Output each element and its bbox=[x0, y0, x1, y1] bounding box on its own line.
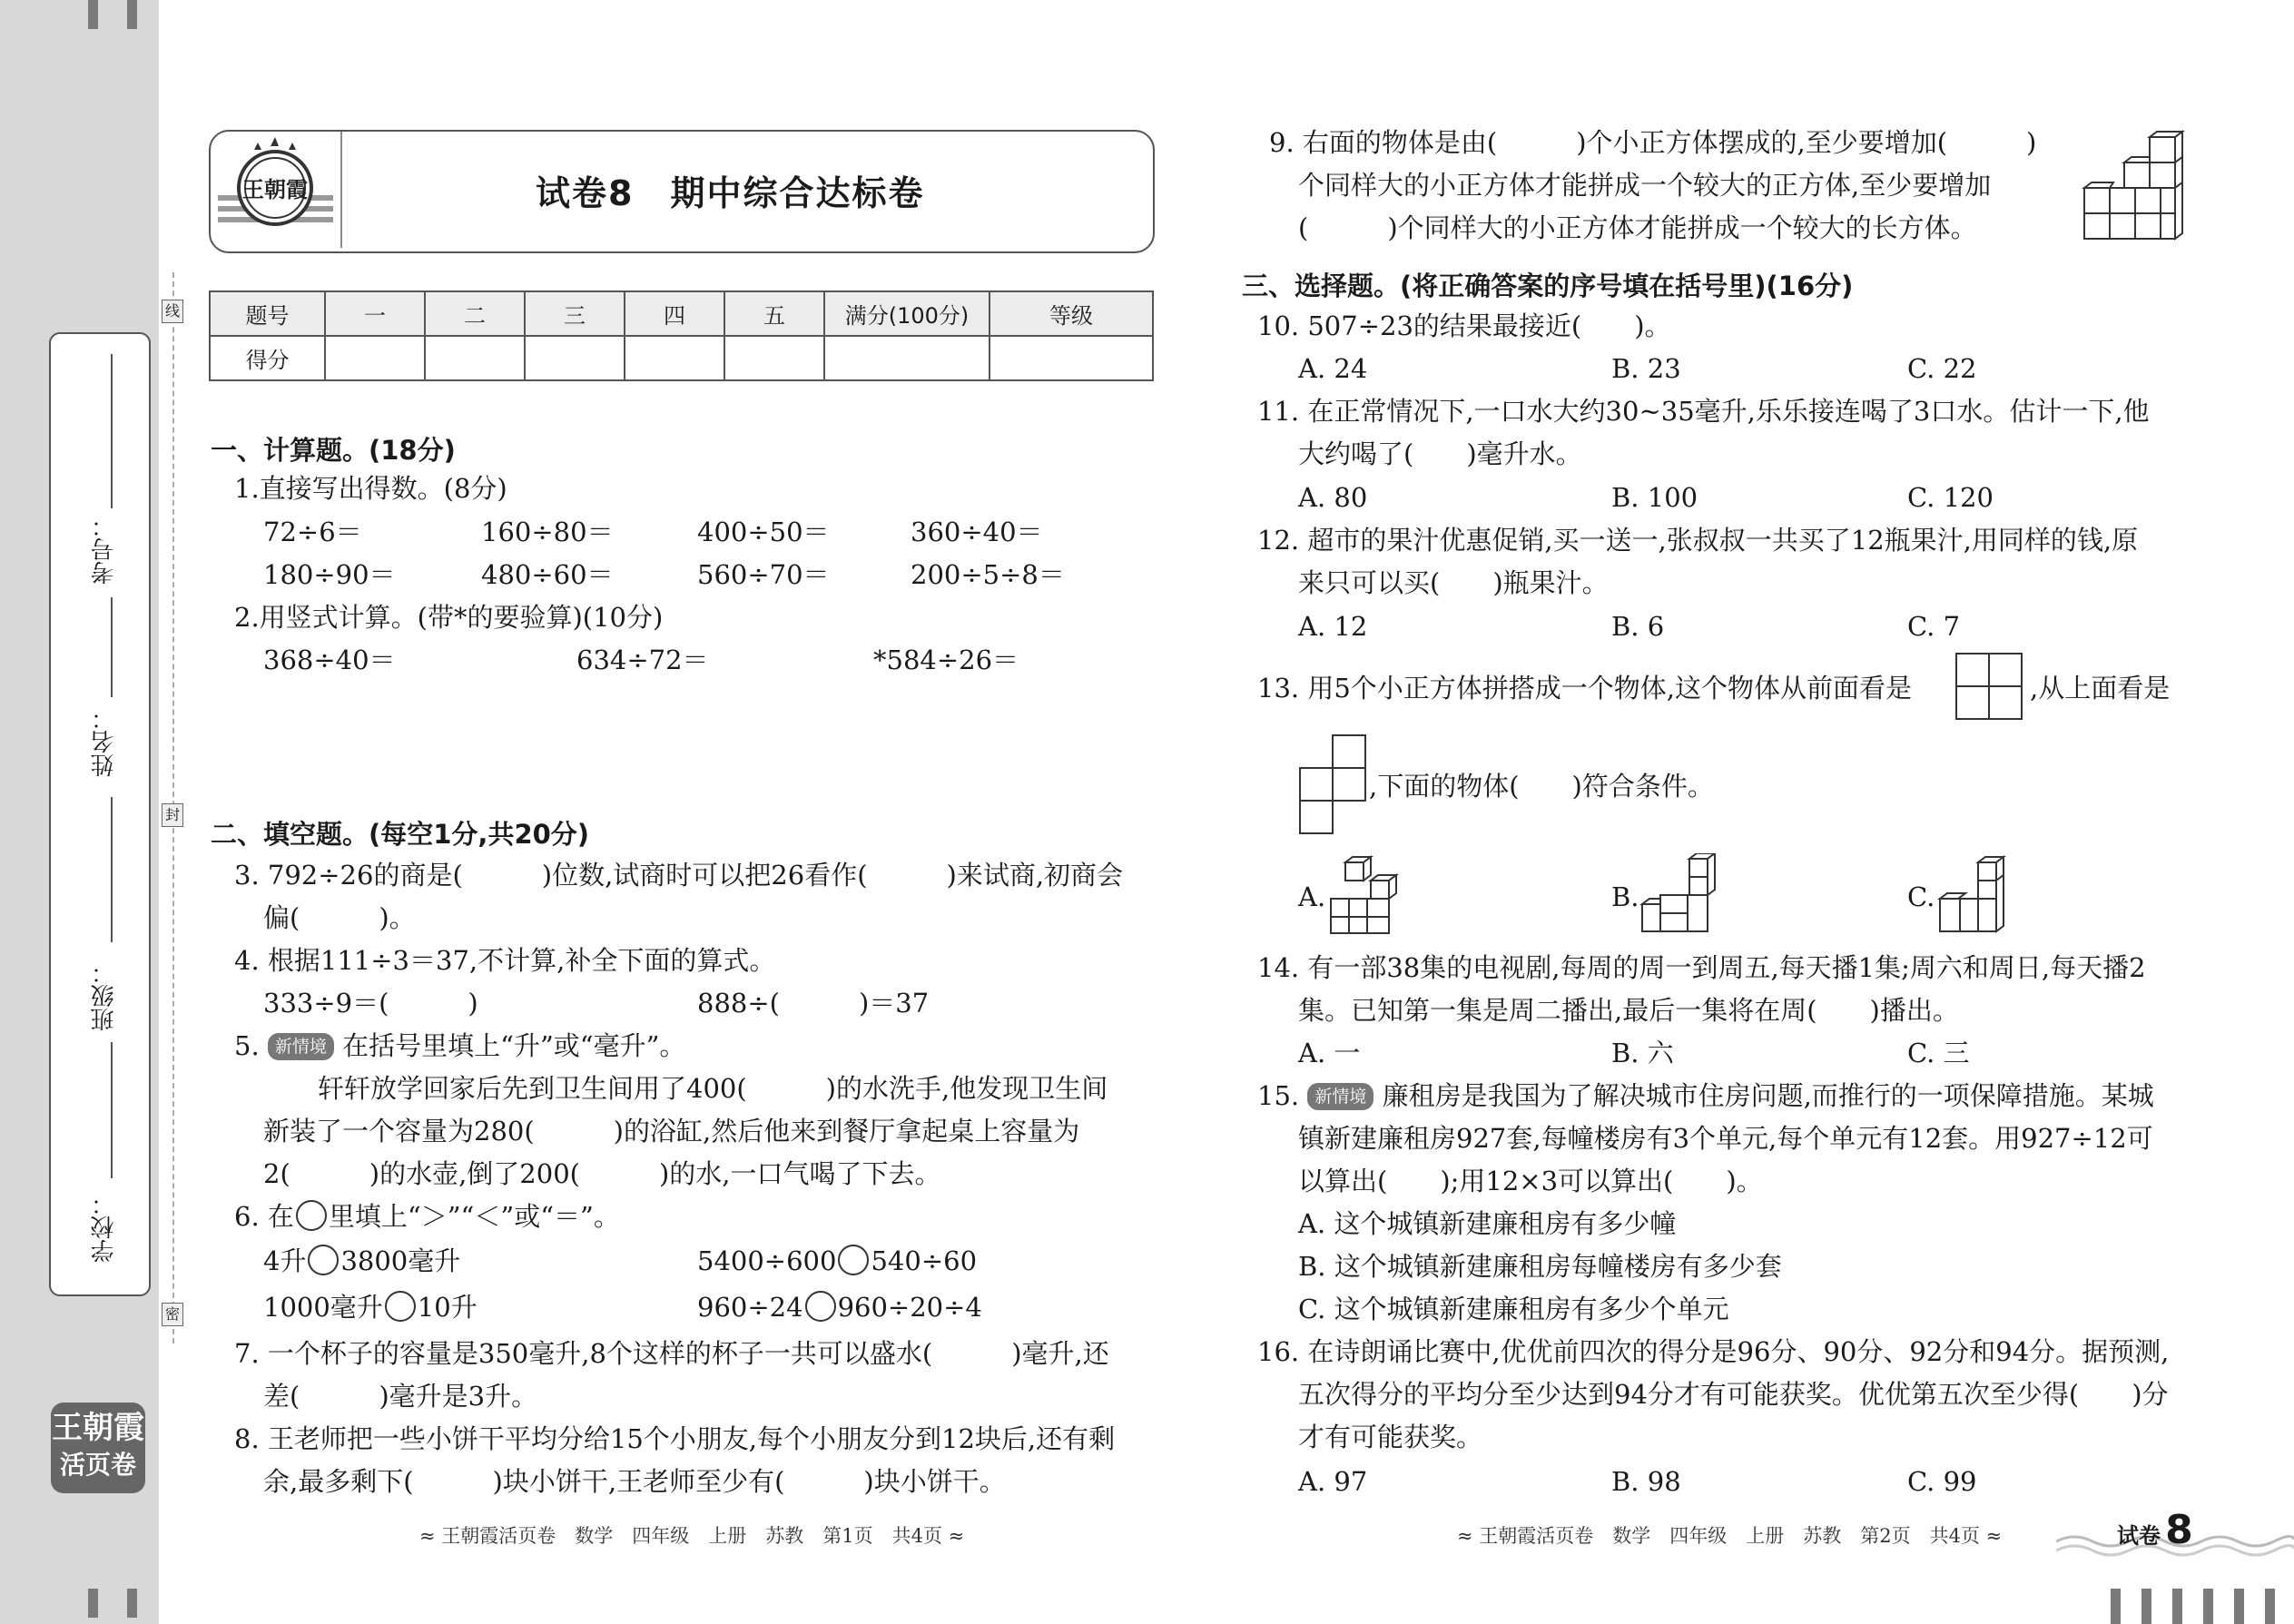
q15-num: 15. bbox=[1257, 1080, 1300, 1111]
q10-option[interactable]: C. 22 bbox=[1907, 353, 1977, 384]
q2-item: 634÷72＝ bbox=[576, 645, 709, 675]
q9-line3: ( )个同样大的小正方体才能拼成一个较大的长方体。 bbox=[1298, 212, 1977, 243]
q1-item: 180÷90＝ bbox=[263, 559, 396, 590]
q7-line1: 7. 一个杯子的容量是350毫升,8个这样的杯子一共可以盛水( )毫升,还 bbox=[234, 1338, 1109, 1369]
q5-line2: 新装了一个容量为280( )的浴缸,然后他来到餐厅拿起桌上容量为 bbox=[263, 1116, 1080, 1147]
q15-line3: 以算出( );用12×3可以算出( )。 bbox=[1298, 1166, 1763, 1196]
q5-title bbox=[234, 1028, 685, 1064]
q15-option[interactable]: C. 这个城镇新建廉租房有多少个单元 bbox=[1298, 1294, 1729, 1324]
binding-tick bbox=[2111, 1589, 2121, 1624]
q9-line2: 个同样大的小正方体才能拼成一个较大的正方体,至少要增加 bbox=[1298, 170, 1992, 201]
seal-text: 王朝霞 bbox=[242, 176, 308, 202]
q12-line2: 来只可以买( )瓶果汁。 bbox=[1298, 567, 1609, 598]
q16-line2: 五次得分的平均分至少达到94分才有可能获奖。优优第五次至少得( )分 bbox=[1298, 1379, 2169, 1410]
front-view-figure bbox=[1954, 652, 2027, 724]
q6-right: 960÷20÷4 bbox=[837, 1292, 982, 1323]
cube-stack-figure bbox=[2081, 130, 2190, 241]
q13-line1: 13. 用5个小正方体拼搭成一个物体,这个物体从前面看是 bbox=[1257, 673, 1913, 704]
q1-item: 72÷6＝ bbox=[263, 517, 362, 547]
binding-tick bbox=[127, 0, 137, 29]
compare-circle[interactable] bbox=[805, 1291, 836, 1322]
q11-option[interactable]: C. 120 bbox=[1907, 482, 1994, 513]
score-cell[interactable] bbox=[325, 336, 425, 380]
q5-line3: 2( )的水壶,倒了200( )的水,一口气喝了下去。 bbox=[263, 1158, 941, 1189]
score-header: 三 bbox=[525, 291, 625, 336]
exam-no-field-2[interactable] bbox=[111, 597, 113, 697]
q12-option[interactable]: A. 12 bbox=[1298, 611, 1368, 642]
q12-option[interactable]: B. 6 bbox=[1611, 611, 1665, 642]
q13-option[interactable]: C. bbox=[1907, 881, 1935, 912]
q11-option[interactable]: B. 100 bbox=[1611, 482, 1698, 513]
binding-tick bbox=[2265, 1589, 2275, 1624]
q16-line1: 16. 在诗朗诵比赛中,优优前四次的得分是96分、90分、92分和94分。据预测, bbox=[1257, 1336, 2170, 1367]
score-cell[interactable] bbox=[989, 336, 1153, 380]
q10-option[interactable]: B. 23 bbox=[1611, 353, 1681, 384]
q2-text: 2.用竖式计算。(带*的要验算)(10分) bbox=[234, 602, 664, 633]
option-a-figure bbox=[1327, 853, 1418, 935]
name-field[interactable] bbox=[111, 797, 113, 942]
q1-item: 200÷5÷8＝ bbox=[911, 559, 1065, 590]
brand-logo bbox=[51, 1403, 145, 1493]
q15-text: 廉租房是我国为了解决城市住房问题,而推行的一项保障措施。某城 bbox=[1382, 1080, 2154, 1111]
q13-option[interactable]: B. bbox=[1611, 881, 1639, 912]
compare-circle[interactable] bbox=[385, 1291, 416, 1322]
class-label: 班级： bbox=[91, 960, 118, 1031]
option-b-figure bbox=[1639, 853, 1729, 935]
q13-line1b: ,从上面看是 bbox=[2030, 673, 2171, 704]
exam-no-label: 考号： bbox=[91, 514, 118, 585]
page-tag-number: 8 bbox=[2165, 1507, 2193, 1553]
q9-line1: 9. 右面的物体是由( )个小正方体摆成的,至少要增加( ) bbox=[1269, 127, 2037, 158]
q1-item: 560÷70＝ bbox=[697, 559, 830, 590]
class-field[interactable] bbox=[111, 1042, 113, 1178]
q14-line2: 集。已知第一集是周二播出,最后一集将在周( )播出。 bbox=[1298, 995, 1959, 1026]
q5-line1: 轩轩放学回家后先到卫生间用了400( )的水洗手,他发现卫生间 bbox=[318, 1073, 1108, 1104]
name-label: 姓名： bbox=[91, 706, 118, 777]
q4-text: 4. 根据111÷3＝37,不计算,补全下面的算式。 bbox=[234, 945, 776, 976]
page-tag bbox=[2117, 1507, 2193, 1553]
score-header: 满分(100分) bbox=[824, 291, 989, 336]
compare-circle[interactable] bbox=[838, 1245, 869, 1275]
score-header: 二 bbox=[425, 291, 525, 336]
score-row-label: 得分 bbox=[210, 336, 325, 380]
q14-option[interactable]: A. 一 bbox=[1298, 1038, 1361, 1068]
q12-option[interactable]: C. 7 bbox=[1907, 611, 1961, 642]
bottom-ticks bbox=[2111, 1589, 2292, 1624]
q15-line1 bbox=[1257, 1078, 2154, 1114]
q4-item: 333÷9＝( ) bbox=[263, 988, 478, 1019]
binding-tick bbox=[2203, 1589, 2213, 1624]
mark-xian: 线 bbox=[162, 300, 183, 323]
q15-line2: 镇新建廉租房927套,每幢楼房有3个单元,每个单元有12套。用927÷12可 bbox=[1298, 1123, 2153, 1154]
school-label: 学校： bbox=[91, 1192, 118, 1263]
q6-left: 4升 bbox=[263, 1245, 307, 1276]
q6-left: 5400÷600 bbox=[697, 1245, 837, 1276]
seal-icon bbox=[211, 132, 340, 248]
top-view-figure bbox=[1298, 733, 1371, 842]
student-info-box bbox=[49, 332, 151, 1296]
section-2-title: 二、填空题。(每空1分,共20分) bbox=[211, 819, 590, 850]
score-header: 四 bbox=[625, 291, 724, 336]
q8-line2: 余,最多剩下( )块小饼干,王老师至少有( )块小饼干。 bbox=[263, 1466, 1006, 1497]
q2-item: 368÷40＝ bbox=[263, 645, 396, 675]
score-cell[interactable] bbox=[824, 336, 989, 380]
q1-item: 480÷60＝ bbox=[481, 559, 614, 590]
score-cell[interactable] bbox=[525, 336, 625, 380]
q3-line2: 偏( )。 bbox=[263, 902, 416, 933]
q6-text-b: 里填上“＞”“＜”或“＝”。 bbox=[328, 1201, 620, 1232]
q11-line2: 大约喝了( )毫升水。 bbox=[1298, 438, 1582, 469]
q7-line2: 差( )毫升是3升。 bbox=[263, 1381, 538, 1412]
score-header: 等级 bbox=[989, 291, 1153, 336]
q5-num: 5. bbox=[234, 1030, 260, 1061]
q12-line1: 12. 超市的果汁优惠促销,买一送一,张叔叔一共买了12瓶果汁,用同样的钱,原 bbox=[1257, 525, 2139, 556]
brand-line2: 活页卷 bbox=[59, 1450, 136, 1480]
score-header: 五 bbox=[724, 291, 824, 336]
q6-item bbox=[263, 1289, 478, 1325]
q14-option[interactable]: C. 三 bbox=[1907, 1038, 1970, 1068]
score-header: 题号 bbox=[210, 291, 325, 336]
mark-feng: 封 bbox=[162, 803, 183, 827]
q6-text-a: 6. 在 bbox=[234, 1201, 294, 1232]
q13-line2: ,下面的物体( )符合条件。 bbox=[1369, 771, 1714, 802]
q2-item: *584÷26＝ bbox=[873, 645, 1019, 675]
q8-line1: 8. 王老师把一些小饼干平均分给15个小朋友,每个小朋友分到12块后,还有剩 bbox=[234, 1423, 1116, 1454]
binding-tick bbox=[2234, 1589, 2244, 1624]
footer-left: ≈ 王朝霞活页卷 数学 四年级 上册 苏教 第1页 共4页 ≈ bbox=[419, 1525, 965, 1547]
q5-text: 在括号里填上“升”或“毫升”。 bbox=[342, 1030, 686, 1061]
binding-tick bbox=[88, 1589, 98, 1618]
q14-option[interactable]: B. 六 bbox=[1611, 1038, 1674, 1068]
binding-tick bbox=[2172, 1589, 2182, 1624]
binding-tick bbox=[127, 1589, 137, 1618]
score-cell[interactable] bbox=[724, 336, 824, 380]
brand-line1: 王朝霞 bbox=[52, 1410, 144, 1446]
compare-circle[interactable] bbox=[308, 1245, 339, 1275]
new-scenario-badge: 新情境 bbox=[1307, 1083, 1373, 1110]
section-1-title: 一、计算题。(18分) bbox=[211, 435, 456, 466]
q4-item: 888÷( )＝37 bbox=[697, 988, 930, 1019]
binding-tick bbox=[88, 0, 98, 29]
q6-item bbox=[263, 1243, 460, 1279]
q6-left: 960÷24 bbox=[697, 1292, 803, 1323]
seal-logo bbox=[211, 132, 342, 248]
q1-item: 400÷50＝ bbox=[697, 517, 830, 547]
q13-option[interactable]: A. bbox=[1298, 881, 1326, 912]
q1-text: 1.直接写出得数。(8分) bbox=[234, 473, 507, 504]
circle-icon bbox=[296, 1200, 327, 1231]
q15-option[interactable]: A. 这个城镇新建廉租房有多少幢 bbox=[1298, 1208, 1677, 1239]
section-3-title: 三、选择题。(将正确答案的序号填在括号里)(16分) bbox=[1242, 271, 1854, 301]
q16-option[interactable]: B. 98 bbox=[1611, 1466, 1681, 1497]
q15-option[interactable]: B. 这个城镇新建廉租房每幢楼房有多少套 bbox=[1298, 1251, 1782, 1282]
binding-tick bbox=[2141, 1589, 2151, 1624]
new-scenario-badge: 新情境 bbox=[268, 1033, 334, 1060]
q10-text: 10. 507÷23的结果最接近( )。 bbox=[1257, 310, 1671, 341]
q6-title bbox=[234, 1198, 620, 1235]
q6-item bbox=[697, 1289, 982, 1325]
q6-right: 10升 bbox=[417, 1292, 478, 1323]
footer-right: ≈ 王朝霞活页卷 数学 四年级 上册 苏教 第2页 共4页 ≈ bbox=[1457, 1525, 2003, 1547]
q3-line1: 3. 792÷26的商是( )位数,试商时可以把26看作( )来试商,初商会 bbox=[234, 860, 1124, 891]
q1-item: 360÷40＝ bbox=[911, 517, 1043, 547]
q16-option[interactable]: A. 97 bbox=[1298, 1466, 1368, 1497]
q14-line1: 14. 有一部38集的电视剧,每周的周一到周五,每天播1集;周六和周日,每天播2 bbox=[1257, 952, 2146, 983]
option-c-figure bbox=[1936, 853, 2027, 935]
q6-right: 3800毫升 bbox=[340, 1245, 461, 1276]
exam-no-field[interactable] bbox=[111, 354, 113, 508]
score-cell[interactable] bbox=[625, 336, 724, 380]
score-table bbox=[209, 290, 1154, 381]
score-cell[interactable] bbox=[425, 336, 525, 380]
q10-option[interactable]: A. 24 bbox=[1298, 353, 1368, 384]
q16-line3: 才有可能获奖。 bbox=[1298, 1422, 1483, 1452]
mark-mi: 密 bbox=[162, 1303, 183, 1326]
q6-item bbox=[697, 1243, 977, 1279]
page-tag-label: 试卷 bbox=[2117, 1523, 2161, 1549]
q11-line1: 11. 在正常情况下,一口水大约30~35毫升,乐乐接连喝了3口水。估计一下,他 bbox=[1257, 396, 2150, 427]
q16-option[interactable]: C. 99 bbox=[1907, 1466, 1977, 1497]
q11-option[interactable]: A. 80 bbox=[1298, 482, 1368, 513]
q6-left: 1000毫升 bbox=[263, 1292, 383, 1323]
score-header: 一 bbox=[325, 291, 425, 336]
q1-item: 160÷80＝ bbox=[481, 517, 614, 547]
q6-right: 540÷60 bbox=[871, 1245, 978, 1276]
page-title: 试卷8 期中综合达标卷 bbox=[536, 173, 925, 213]
